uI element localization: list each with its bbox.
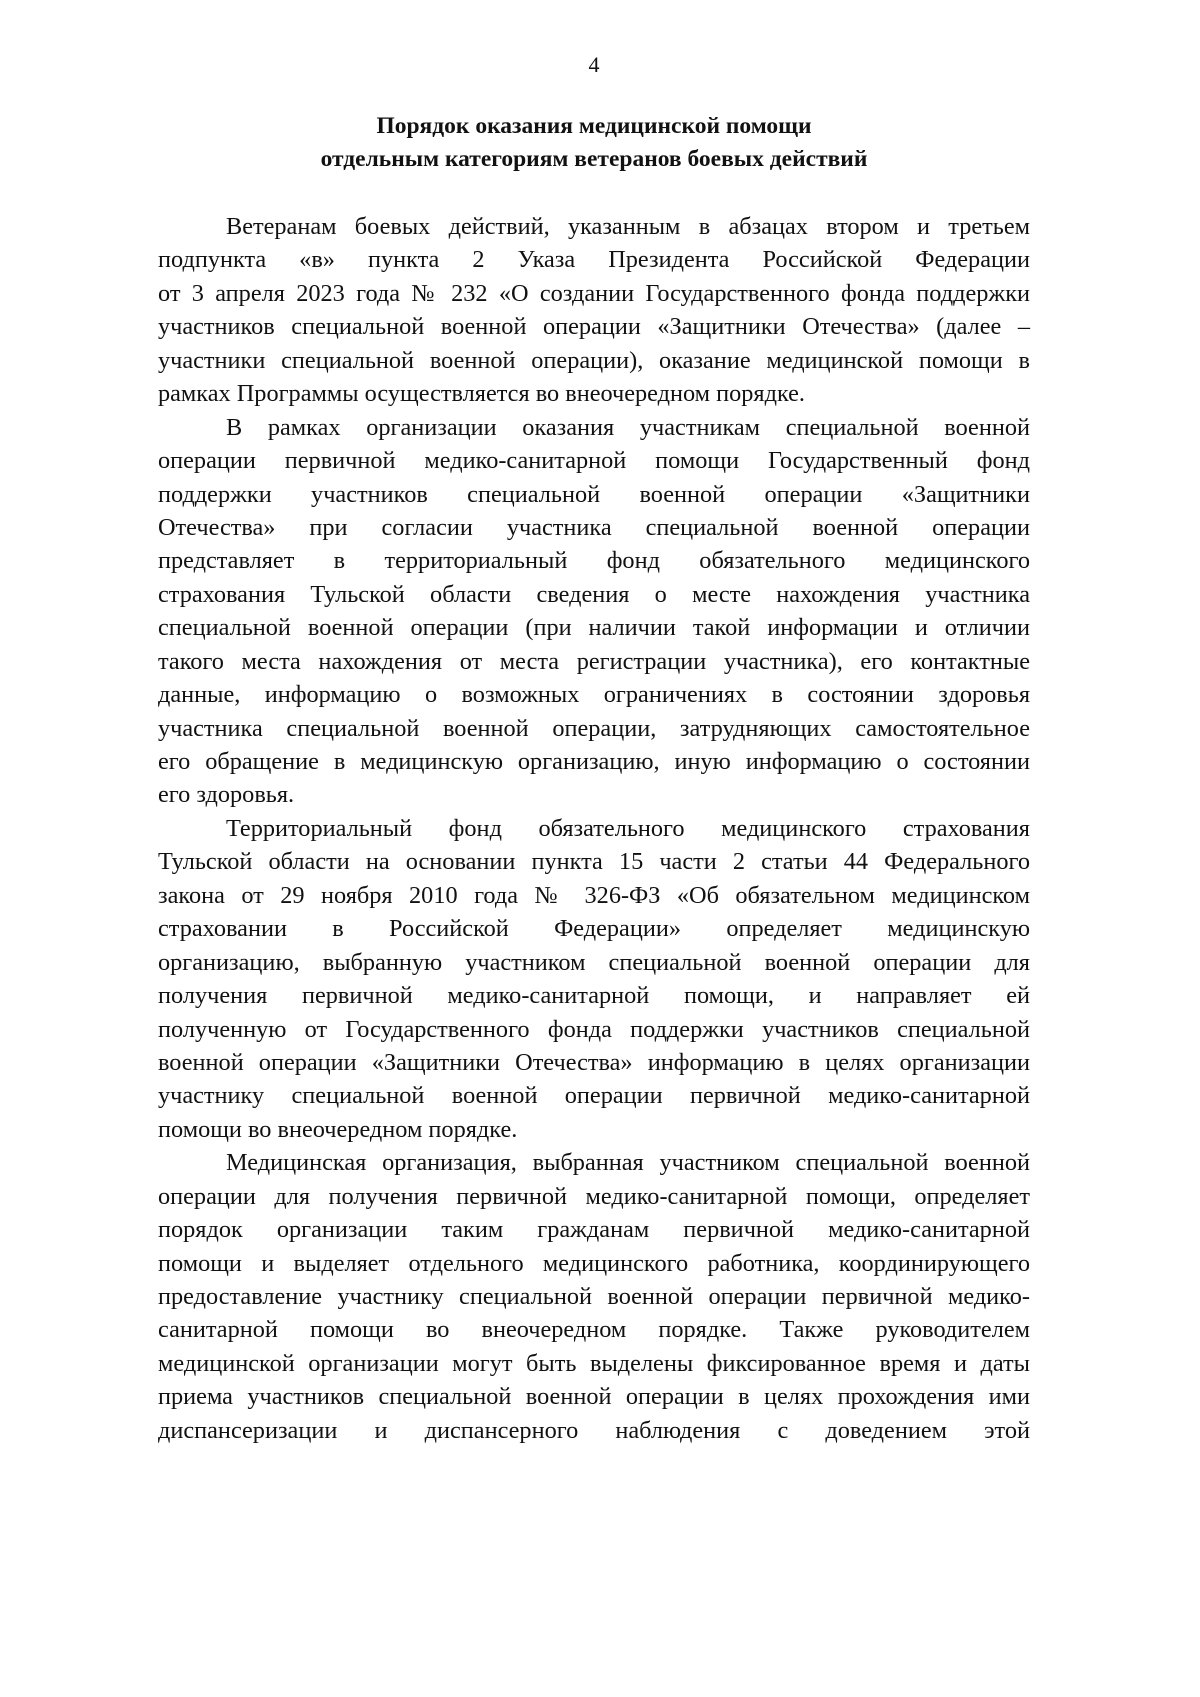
- text-line: Ветеранам боевых действий, указанным в абзацах втором и третьем: [226, 213, 1030, 240]
- text-line: от 3 апреля 2023 года № 232 «О создании Государственного фонда поддержки: [158, 279, 1030, 307]
- text-line: поддержки участников специальной военной операции «Защитники: [158, 480, 1030, 508]
- text-line: данные, информацию о возможных ограничениях в состоянии здоровья: [158, 681, 1030, 709]
- text-line: диспансеризации и диспансерного наблюдения с доведением этой: [158, 1416, 1030, 1444]
- text-line: предоставление участнику специальной военной операции первичной медико-: [158, 1283, 1030, 1310]
- text-line: его обращение в медицинскую организацию, иную информацию о состоянии: [158, 748, 1030, 775]
- text-line: рамках Программы осуществляется во внеочередном порядке.: [158, 380, 806, 408]
- text-line: В рамках организации оказания участникам специальной военной: [226, 413, 1030, 441]
- text-line: страховании в Российской Федерации» определяет медицинскую: [158, 915, 1030, 943]
- text-line: участников специальной военной операции «Защитники Отечества» (далее –: [158, 313, 1030, 341]
- paragraph: [158, 210, 1030, 411]
- text-line: порядок организации таким гражданам первичной медико-санитарной: [158, 1216, 1030, 1244]
- text-line: такого места нахождения от места регистрации участника), его контактные: [158, 647, 1030, 675]
- text-line: закона от 29 ноября 2010 года № 326-ФЗ «Об обязательном медицинском: [158, 881, 1030, 909]
- text-line: участника специальной военной операции, затрудняющих самостоятельное: [158, 714, 1030, 742]
- text-line: Медицинская организация, выбранная участником специальной военной: [226, 1149, 1030, 1177]
- page-number: 4: [588, 52, 600, 77]
- text-line: организацию, выбранную участником специальной военной операции для: [158, 948, 1030, 976]
- text-line: участнику специальной военной операции первичной медико-санитарной: [158, 1082, 1030, 1110]
- document-title: [158, 110, 1030, 177]
- text-line: страхования Тульской области сведения о месте нахождения участника: [158, 580, 1030, 608]
- text-line: полученную от Государственного фонда поддержки участников специальной: [158, 1015, 1030, 1043]
- paragraph: [158, 1146, 1030, 1447]
- text-line: Территориальный фонд обязательного медицинского страхования: [226, 814, 1030, 842]
- text-line: помощи и выделяет отдельного медицинского работника, координирующего: [158, 1249, 1030, 1277]
- text-line: приема участников специальной военной операции в целях прохождения ими: [158, 1383, 1030, 1411]
- text-line: операции первичной медико-санитарной помощи Государственный фонд: [158, 447, 1030, 475]
- text-line: специальной военной операции (при наличии такой информации и отличии: [158, 614, 1030, 642]
- title-line: отдельным категориям ветеранов боевых действий: [320, 146, 868, 173]
- text-line: Тульской области на основании пункта 15 части 2 статьи 44 Федерального: [158, 848, 1030, 876]
- text-line: военной операции «Защитники Отечества» информацию в целях организации: [158, 1048, 1030, 1076]
- text-line: представляет в территориальный фонд обязательного медицинского: [158, 547, 1030, 575]
- text-line: Отечества» при согласии участника специальной военной операции: [158, 513, 1030, 541]
- document-body: [158, 210, 1030, 1447]
- text-line: санитарной помощи во внеочередном порядке. Также руководителем: [158, 1316, 1030, 1344]
- text-line: его здоровья.: [158, 781, 295, 809]
- title-line: Порядок оказания медицинской помощи: [376, 113, 812, 139]
- text-line: участники специальной военной операции), оказание медицинской помощи в: [158, 346, 1030, 374]
- text-line: получения первичной медико-санитарной помощи, и направляет ей: [158, 982, 1030, 1010]
- text-line: помощи во внеочередном порядке.: [158, 1115, 518, 1143]
- text-line: подпункта «в» пункта 2 Указа Президента Российской Федерации: [158, 246, 1030, 274]
- paragraph: [158, 411, 1030, 812]
- text-line: медицинской организации могут быть выделены фиксированное время и даты: [158, 1349, 1030, 1377]
- text-line: операции для получения первичной медико-санитарной помощи, определяет: [158, 1182, 1030, 1210]
- paragraph: [158, 812, 1030, 1146]
